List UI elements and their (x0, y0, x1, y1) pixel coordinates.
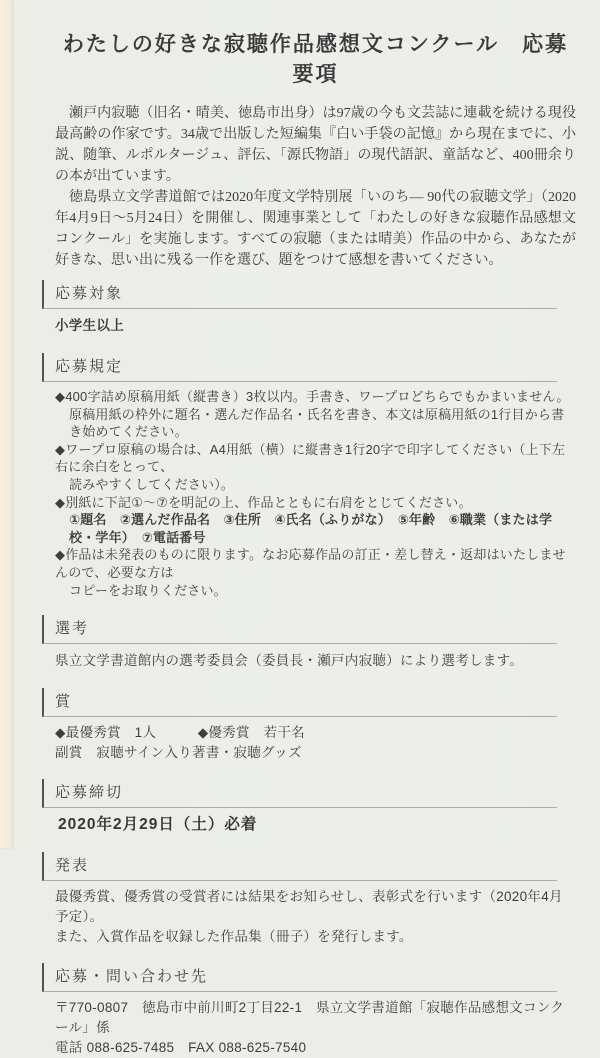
section-header (42, 779, 557, 808)
section-header (42, 615, 557, 644)
rule-item-cont: 読みやすくしてください）。 (69, 476, 235, 492)
section-body (55, 814, 576, 836)
section-body (55, 650, 576, 672)
prize-main-line: ◆最優秀賞 1人 ◆優秀賞 若干名 (55, 725, 305, 741)
rule-item: ◆作品は未発表のものに限ります。なお応募作品の訂正・差し替え・返却はいたしませんので、必要な方は (55, 547, 566, 580)
rule-item-cont: 原稿用紙の枠外に題名・選んだ作品名・氏名を書き、本文は原稿用紙の1行目から書き始めてください。 (69, 406, 565, 440)
contact-address: 〒770-0807 徳島市中前川町2丁目22-1 県立文学書道館「寂聴作品感想文コンクール」係 (55, 1000, 565, 1036)
rule-item: ◆ワープロ原稿の場合は、A4用紙（横）に縦書き1行20字で印字してください（上下左右に余白をとって、 (55, 441, 566, 475)
section-title: 選考 (55, 620, 90, 638)
section-title: 応募規定 (55, 358, 124, 375)
section-header (42, 353, 557, 382)
section-announcement (55, 852, 576, 947)
intro-paragraph-2: 徳島県立文学書道館では2020年度文学特別展「いのち― 90代の寂聴文学」（2020年4月9日～5月24日）を開催し、関連事業として「わたしの好きな寂聴作品感想文コンクール」を実施します。すべての寂聴（または晴美）作品の中から、あなたが好きな、思い出に残る一作を選び、題をつけて感想を書いてください。 (55, 190, 576, 268)
page-title: わたしの好きな寂聴作品感想文コンクール 応募要項 (62, 33, 569, 86)
prize-sub-line: 副賞 寂聴サイン入り著書・寂聴グッズ (55, 745, 302, 761)
target-value: 小学生以上 (55, 318, 124, 333)
selection-note: 県立文学書道館内の選考委員会（委員長・瀬戸内寂聴）により選考します。 (55, 653, 524, 669)
section-deadline (55, 779, 576, 836)
rule-item: ◆400字詰め原稿用紙（縦書き）3枚以内。手書き、ワープロどちらでもかまいません。 (55, 389, 570, 404)
section-title: 応募締切 (55, 784, 124, 802)
intro-paragraph-1: 瀬戸内寂聴（旧名・晴美、徳島市出身）は97歳の今も文芸誌に連載を続ける現役最高齢の作家です。34歳で出版した短編集『白い手袋の記憶』から現在までに、小説、随筆、ルポルタージュ、評伝、「源氏物語」の現代語訳、童話など、400冊余りの本が出ています。 (55, 106, 576, 184)
section-title: 応募対象 (55, 285, 124, 302)
announcement-line: 最優秀賞、優秀賞の受賞者には結果をお知らせし、表彰式を行います（2020年4月予定）。 (55, 889, 563, 925)
numbered-fields-list: ①題名 ②選んだ作品名 ③住所 ④氏名（ふりがな） ⑤年齢 ⑥職業（または学校・学年） ⑦電話番号 (69, 512, 553, 545)
section-title: 応募・問い合わせ先 (55, 968, 209, 986)
section-target (55, 280, 576, 337)
rule-item: ◆別紙に下記①～⑦を明記の上、作品とともに右肩をとじてください。 (55, 494, 472, 510)
section-rules (55, 353, 576, 599)
section-contact (55, 963, 576, 1058)
deadline-date: 2020年2月29日（土）必着 (58, 816, 258, 834)
section-selection (55, 615, 576, 672)
section-title: 賞 (55, 693, 73, 711)
announcement-line: また、入賞作品を収録した作品集（冊子）を発行します。 (55, 929, 413, 945)
section-header (42, 963, 557, 992)
section-header (42, 688, 557, 717)
section-prizes (55, 688, 576, 763)
section-body (55, 388, 576, 599)
section-body (55, 887, 576, 947)
section-body (55, 723, 576, 763)
section-header (42, 852, 557, 881)
section-body (55, 998, 576, 1058)
section-body (55, 315, 576, 337)
section-header (42, 280, 557, 309)
section-title: 発表 (55, 857, 90, 875)
rule-item-cont: コピーをお取りください。 (69, 582, 227, 598)
contact-phone-fax: 電話 088-625-7485 FAX 088-625-7540 (55, 1040, 307, 1056)
